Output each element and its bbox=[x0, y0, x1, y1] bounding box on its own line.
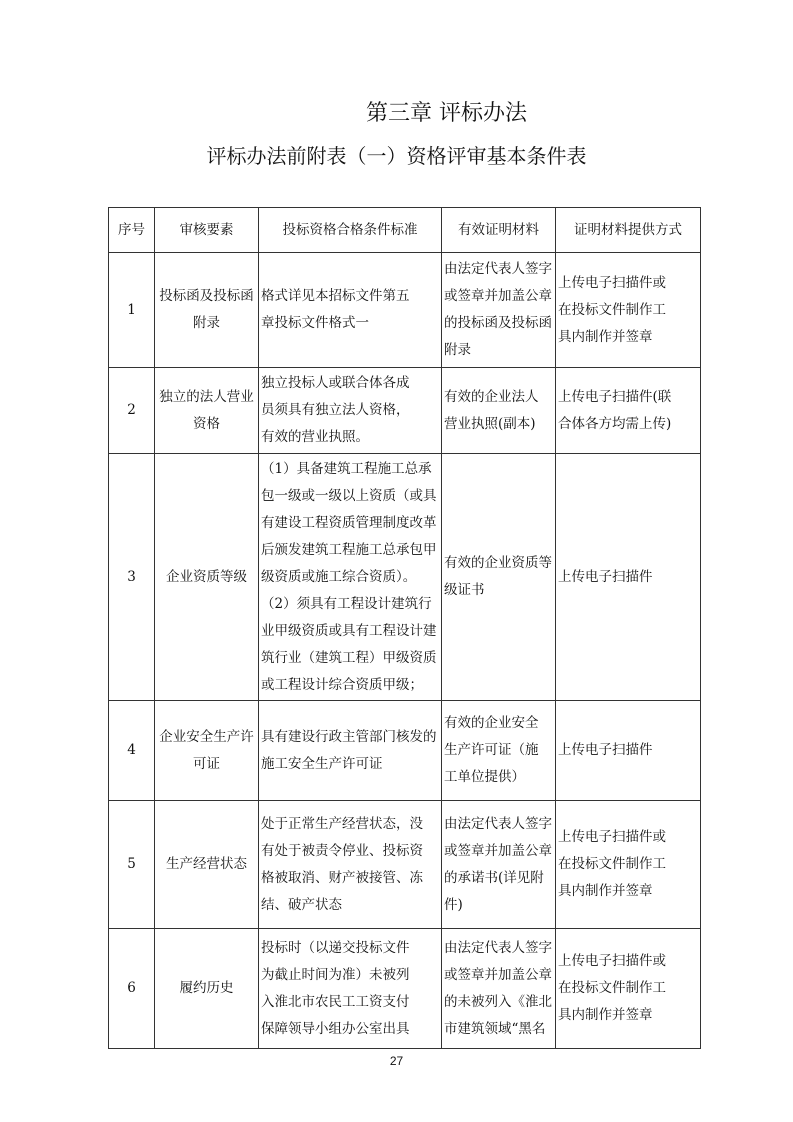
cell-line: 上传电子扫描件(联 bbox=[558, 388, 672, 405]
cell-line: 附录 bbox=[193, 315, 220, 331]
cell-line: 或工程设计综合资质甲级； bbox=[261, 676, 423, 693]
cell-line: 工单位提供） bbox=[444, 769, 525, 785]
cell-item bbox=[155, 253, 259, 368]
chapter-title: 第三章 评标办法 bbox=[366, 101, 527, 126]
cell-item bbox=[155, 368, 259, 454]
cell-item bbox=[155, 801, 259, 929]
cell-proof bbox=[442, 454, 556, 701]
cell-line: 资格 bbox=[193, 415, 220, 432]
cell-method bbox=[556, 801, 701, 929]
cell-line: （2）须具有工程设计建筑行 bbox=[261, 595, 432, 612]
cell-line: 或签章并加盖公章 bbox=[444, 842, 552, 859]
cell-line: 附录 bbox=[444, 342, 471, 358]
cell-item bbox=[155, 454, 259, 701]
cell-line: 合体各方均需上传) bbox=[558, 415, 672, 432]
cell-line: 入淮北市农民工工资支付 bbox=[261, 993, 410, 1010]
cell-method bbox=[556, 701, 701, 801]
table-row bbox=[109, 454, 701, 701]
row-number: 4 bbox=[109, 701, 155, 801]
cell-line: 企业安全生产许 bbox=[159, 728, 254, 745]
cell-line: 级证书 bbox=[444, 582, 485, 598]
cell-line: 结、破产状态 bbox=[261, 896, 342, 913]
column-header: 投标资格合格条件标准 bbox=[259, 208, 442, 253]
cell-line: 营业执照(副本) bbox=[444, 415, 536, 432]
cell-method bbox=[556, 454, 701, 701]
cell-line: 员须具有独立法人资格， bbox=[261, 402, 410, 418]
cell-line: 有效的营业执照。 bbox=[261, 429, 369, 445]
cell-line: 在投标文件制作工 bbox=[558, 301, 666, 318]
cell-line: 有效的企业资质等 bbox=[444, 555, 552, 571]
cell-line: 投标函及投标函 bbox=[159, 288, 254, 304]
row-number: 3 bbox=[109, 454, 155, 701]
cell-line: 格被取消、财产被接管、冻 bbox=[261, 869, 423, 886]
cell-standard bbox=[259, 454, 442, 701]
cell-line: 由法定代表人签字 bbox=[444, 261, 552, 277]
cell-line: 具内制作并签章 bbox=[558, 883, 653, 899]
cell-line: 格式详见本招标文件第五 bbox=[261, 288, 410, 304]
cell-line: 章投标文件格式一 bbox=[261, 315, 369, 331]
page-number: 27 bbox=[389, 1054, 404, 1068]
cell-line: 上传电子扫描件 bbox=[558, 742, 653, 758]
column-header: 审核要素 bbox=[155, 208, 259, 253]
cell-line: 筑行业（建筑工程）甲级资质 bbox=[261, 649, 437, 666]
cell-line: 处于正常生产经营状态，没 bbox=[261, 815, 423, 832]
table-row bbox=[109, 368, 701, 454]
cell-item bbox=[155, 929, 259, 1049]
cell-line: 由法定代表人签字 bbox=[444, 815, 552, 832]
table-row bbox=[109, 929, 701, 1049]
cell-line: 或签章并加盖公章 bbox=[444, 966, 552, 983]
qualification-table bbox=[108, 207, 701, 1049]
table-row bbox=[109, 253, 701, 368]
cell-line: 上传电子扫描件 bbox=[558, 568, 653, 585]
column-header: 有效证明材料 bbox=[442, 208, 556, 253]
cell-line: 后颁发建筑工程施工总承包甲 bbox=[261, 541, 437, 558]
cell-line: 件) bbox=[444, 896, 463, 913]
cell-line: 业甲级资质或具有工程设计建 bbox=[261, 622, 437, 639]
cell-line: 有效的企业安全 bbox=[444, 715, 539, 731]
cell-line: 的承诺书(详见附 bbox=[444, 869, 544, 886]
row-number: 5 bbox=[109, 801, 155, 929]
cell-line: 或签章并加盖公章 bbox=[444, 288, 552, 304]
row-number: 6 bbox=[109, 929, 155, 1049]
cell-line: 具有建设行政主管部门核发的 bbox=[261, 728, 437, 745]
cell-line: 上传电子扫描件或 bbox=[558, 274, 666, 291]
cell-line: 履约历史 bbox=[179, 980, 234, 996]
cell-line: 独立投标人或联合体各成 bbox=[261, 375, 410, 391]
cell-line: 企业资质等级 bbox=[166, 568, 247, 585]
cell-line: 为截止时间为准）未被列 bbox=[261, 966, 410, 983]
cell-line: 生产许可证（施 bbox=[444, 742, 539, 758]
row-number: 2 bbox=[109, 368, 155, 454]
cell-line: 包一级或一级以上资质（或具 bbox=[261, 487, 437, 504]
cell-line: 投标时（以递交投标文件 bbox=[261, 939, 410, 956]
header-row bbox=[109, 208, 701, 253]
cell-line: 在投标文件制作工 bbox=[558, 980, 666, 996]
cell-line: 保障领导小组办公室出具 bbox=[261, 1020, 410, 1037]
cell-line: 级资质或施工综合资质）。 bbox=[261, 568, 417, 585]
table-title: 评标办法前附表（一）资格评审基本条件表 bbox=[206, 144, 587, 168]
cell-line: 上传电子扫描件或 bbox=[558, 953, 666, 969]
cell-line: 的未被列入《淮北 bbox=[444, 993, 552, 1010]
cell-line: 施工安全生产许可证 bbox=[261, 755, 383, 772]
cell-line: 由法定代表人签字 bbox=[444, 939, 552, 956]
cell-standard bbox=[259, 253, 442, 368]
cell-line: 有建设工程资质管理制度改革 bbox=[261, 514, 437, 531]
cell-proof bbox=[442, 701, 556, 801]
cell-line: 在投标文件制作工 bbox=[558, 856, 666, 872]
cell-proof bbox=[442, 801, 556, 929]
column-header: 序号 bbox=[109, 208, 155, 253]
cell-standard bbox=[259, 929, 442, 1049]
cell-line: 可证 bbox=[193, 755, 220, 772]
cell-line: （1）具备建筑工程施工总承 bbox=[261, 460, 432, 477]
cell-proof bbox=[442, 929, 556, 1049]
cell-line: 的投标函及投标函 bbox=[444, 315, 552, 331]
cell-line: 具内制作并签章 bbox=[558, 328, 653, 345]
cell-standard bbox=[259, 801, 442, 929]
cell-line: 独立的法人营业 bbox=[159, 388, 254, 405]
cell-line: 具内制作并签章 bbox=[558, 1007, 653, 1023]
cell-method bbox=[556, 368, 701, 454]
cell-proof bbox=[442, 368, 556, 454]
cell-line: 市建筑领域“黑名 bbox=[444, 1020, 546, 1037]
cell-line: 有处于被责令停业、投标资 bbox=[261, 842, 423, 859]
column-header: 证明材料提供方式 bbox=[556, 208, 701, 253]
cell-proof bbox=[442, 253, 556, 368]
row-number: 1 bbox=[109, 253, 155, 368]
cell-standard bbox=[259, 368, 442, 454]
cell-item bbox=[155, 701, 259, 801]
cell-line: 上传电子扫描件或 bbox=[558, 829, 666, 845]
cell-method bbox=[556, 929, 701, 1049]
cell-method bbox=[556, 253, 701, 368]
cell-line: 生产经营状态 bbox=[166, 856, 247, 872]
cell-standard bbox=[259, 701, 442, 801]
cell-line: 有效的企业法人 bbox=[444, 388, 539, 405]
table-row bbox=[109, 701, 701, 801]
table-row bbox=[109, 801, 701, 929]
